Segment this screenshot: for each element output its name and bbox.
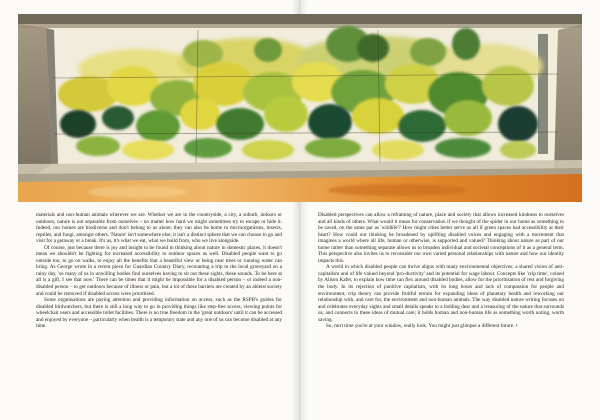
left-paragraph-2: Of course, just because there is joy and insight to be found in thinking about nature in domestic places, it doesn't mean we shouldn't be fighting for increased accessibility to outdoor spaces as well. Disabled people want to go outside too, to go on walks, to enjoy all the benefits that a beautiful view or being near trees or running water can bring. As George wrote in a recent piece for Guardian Country Diary, recounting a trip to the local graveyard on a rainy day, 'so many of us in unwilling bodies find ourselves having to sit out these sights, these sounds. To be here at all is a gift, I see that now.' There can be times that it might be impossible for a disabled person – or indeed a non-disabled person – to get outdoors because of illness or pain, but a lot of these barriers are created by an ableist society and could be removed if disabled access were prioritised.: [36, 244, 282, 297]
right-paragraph-3: [318, 323, 564, 330]
end-mark: •: [515, 323, 518, 330]
watercolour-window-view: [18, 14, 582, 202]
right-paragraph-3-text: So, next time you're at your window, really look. You might just glimpse a different future.: [326, 323, 515, 330]
left-paragraph-1: materials and non-human animals wherever we are. Whether we are in the countryside, a city, a suburb, indoors or outdoors, nature is not separable from ourselves – no matter how hard we might sometimes try to escape or hide it. Indeed, our homes are biodiverse and don't belong to us alone; they can also be home to microorganisms, insects, reptiles, and fungi, amongst others. 'Nature' isn't somewhere else; it isn't a distinct sphere that we can choose to go and visit for a getaway or a break. It's us, it's what we eat, what we build from, who we live alongside.: [36, 212, 282, 245]
right-paragraph-2: A world in which disabled people can thrive aligns with many environmental objectives; a shared vision of anti-capitalism and of life valued beyond 'pro-ductivity' and its potential for wage labour. Concepts like 'crip time', coined by Alison Kafer, to explain how time can flex around disabled bodies, allow for the prioritisation of rest and forgiving the body. In its rejection of punitive capitalism, with its long hours and lack of compassion for people and environment, crip theory can provide fruitful terrain for expanding ideas of planetary health and reworking our relationship with, and care for, the environment and non-human animals. The way disabled nature writing focuses on and celebrates everyday sights and small details speaks to a holding dear and a treasuring of the nature that surrounds us, and connects to these ideas of mutual care; it holds human and non-human life as something worth noting, worth saving.: [318, 264, 564, 323]
frame-top: [18, 14, 582, 24]
left-paragraph-3: Some organisations are paying attention and providing information on access, such as the RSPB's guides for disabled birdwatchers, but there is still a long way to go in providing things like step-free access, viewing points for wheelchair users and accessible toilet facilities. There is no true freedom in the 'great outdoors' until it can be accessed and enjoyed by everyone – particularly when health is a temporary state and any one of us can become disabled at any time.: [36, 297, 282, 330]
right-text-column: [318, 212, 564, 330]
right-paragraph-1: Disabled perspectives can allow a reframing of nature, place and society that allows increased kindness to ourselves and all kinds of others. What would it mean for conservation if we thought of the spider in our home as something to be saved, on the same par as 'wildlife'? How might cities better serve us all if green spaces had accessibility at their heart? How could our thinking be broadened by uplifting disabled voices and engaging with a movement that imagines a world where all life, human or otherwise, is supported and valued? Thinking about nature as part of our home rather than something separate allows us to broaden individual and societal conceptions of it as a general term. This perspective also invites us to reconsider our own varied personal relationships with nature and how our identity impacts this.: [318, 212, 564, 264]
left-text-column: [36, 212, 282, 330]
